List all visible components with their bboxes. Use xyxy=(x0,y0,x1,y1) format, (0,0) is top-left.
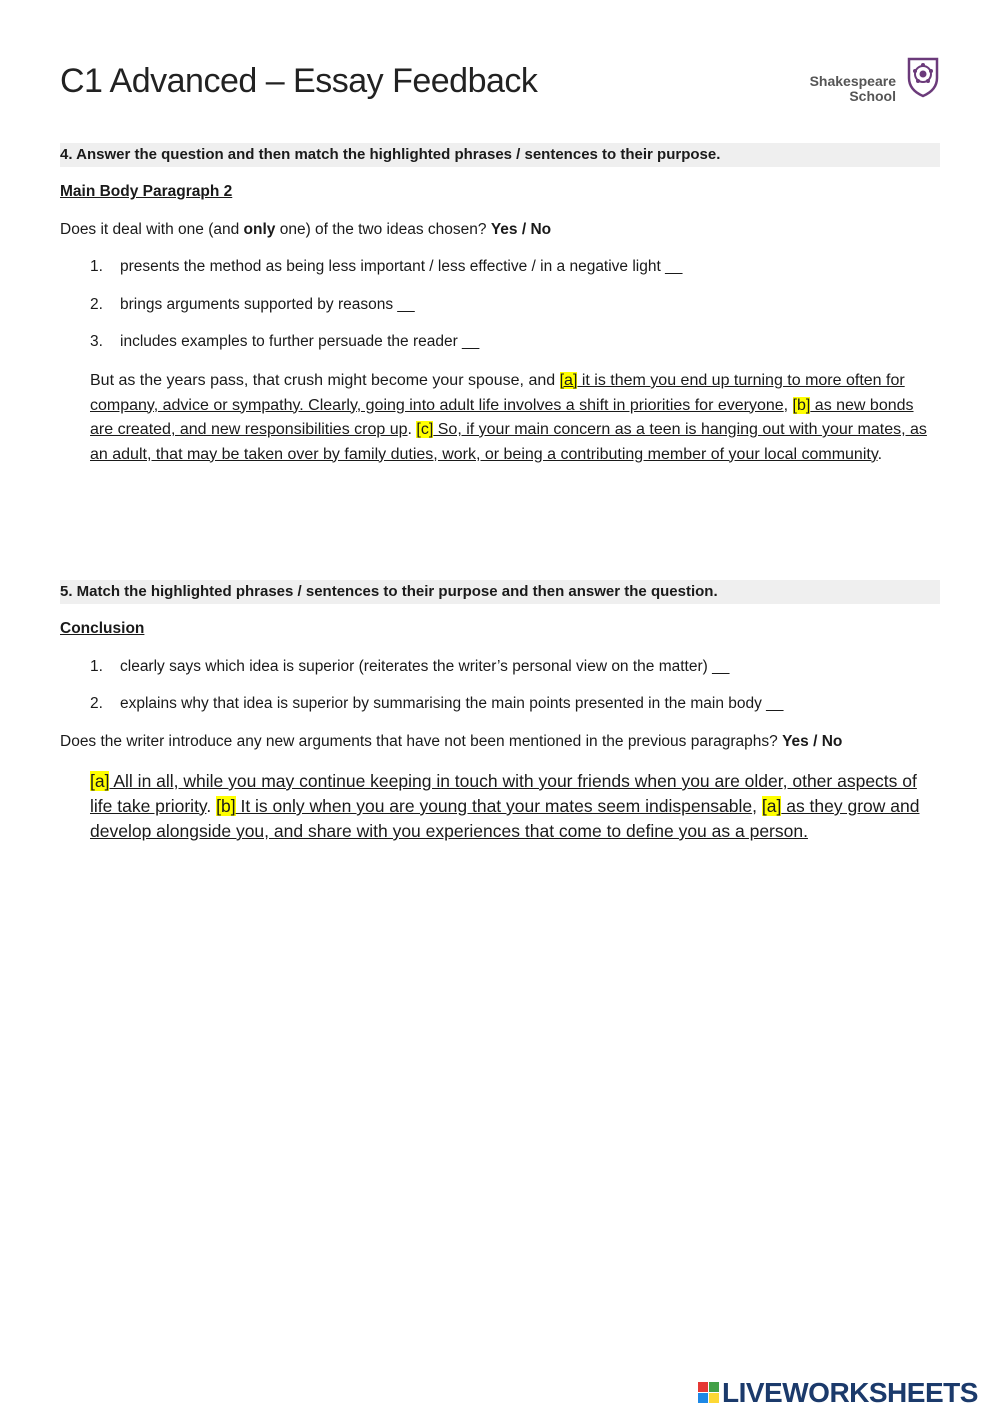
list-item: 3. includes examples to further persuade the reader __ xyxy=(90,333,480,350)
list-item: 1. presents the method as being less important / less effective / in a negative light __ xyxy=(90,258,683,275)
section4-heading: 4. Answer the question and then match the highlighted phrases / sentences to their purpose. xyxy=(60,143,940,167)
yes-no-answer[interactable]: Yes / No xyxy=(782,733,843,750)
logo-line2: School xyxy=(849,88,896,104)
section5-subheading: Conclusion xyxy=(60,620,145,637)
section4-subheading: Main Body Paragraph 2 xyxy=(60,183,233,200)
marker-c: [c] xyxy=(416,421,434,438)
list-item: 2. explains why that idea is superior by summarising the main points presented in the main body __ xyxy=(90,695,784,712)
marker-a: [a] xyxy=(761,796,782,816)
list-item: 2. brings arguments supported by reasons __ xyxy=(90,296,415,313)
rose-shield-icon xyxy=(906,56,940,98)
school-logo xyxy=(806,56,940,106)
marker-b: [b] xyxy=(216,796,236,816)
section4-question: Does it deal with one (and only one) of the two ideas chosen? Yes / No xyxy=(60,221,552,238)
yes-no-answer[interactable]: Yes / No xyxy=(490,221,552,238)
liveworksheets-logo-icon xyxy=(698,1382,720,1404)
marker-a: [a] xyxy=(90,771,110,791)
section5-heading: 5. Match the highlighted phrases / sentences to their purpose and then answer the question. xyxy=(60,580,940,604)
marker-a: [a] xyxy=(559,372,578,389)
list-item: 1. clearly says which idea is superior (reiterates the writer’s personal view on the matter) __ xyxy=(90,658,730,675)
essay-paragraph-body2: But as the years pass, that crush might become your spouse, and [a] it is them you end up turning to more often for company, advice or sympathy. Clearly, going into adult life involves a shift in priorities for everyone, [b] as new bonds are created, and new responsibilities crop up. [c] So, if your main concern as a teen is hanging out with your mates, as an adult, that may be taken over by family duties, work, or being a contributing member of your local community. xyxy=(90,372,927,463)
essay-paragraph-conclusion: [a] All in all, while you may continue keeping in touch with your friends when you are older, other aspects of life take priority. [b] It is only when you are young that your mates seem indispensable, [a] as they grow and develop alongside you, and share with you experiences that come to define you as a person. xyxy=(90,771,920,841)
section5-question: Does the writer introduce any new arguments that have not been mentioned in the previous paragraphs? Yes / No xyxy=(60,733,843,750)
liveworksheets-brand: LIVEWORKSHEETS xyxy=(698,1377,978,1409)
marker-b: [b] xyxy=(792,396,811,414)
page-title: C1 Advanced – Essay Feedback xyxy=(60,62,538,100)
logo-line1: Shakespeare xyxy=(809,73,896,89)
